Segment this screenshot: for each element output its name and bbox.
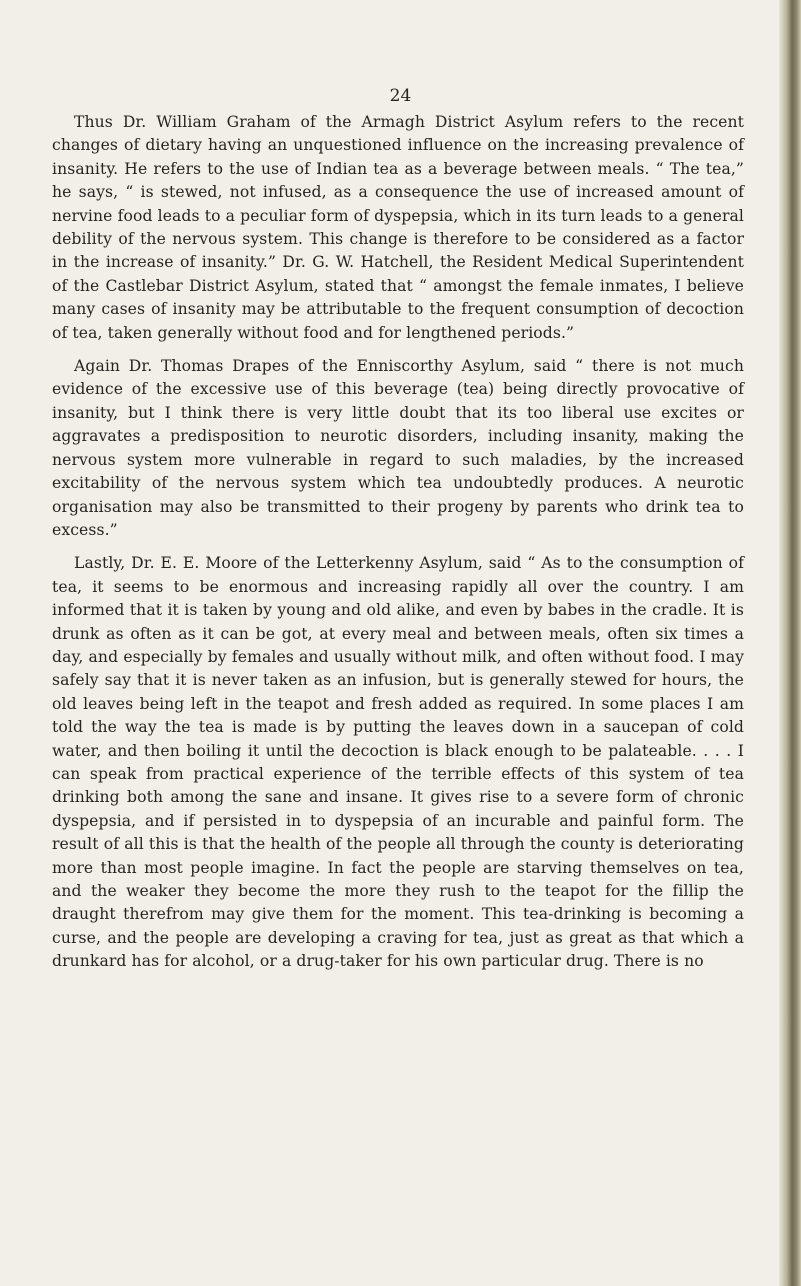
page-edge-shadow [779,0,801,1286]
paragraph-graham-hatchell: Thus Dr. William Graham of the Armagh District Asylum refers to the recent changes of dietary having an unquestioned influence on the increasing prevalence of insanity. He refers to the use of Indian tea as a beverage between meals. “ The tea,” he says, “ is stewed, not infused, as a consequence the use of increased amount of nervine food leads to a peculiar form of dyspepsia, which in its turn leads to a general debility of the nervous system. This change is therefore to be considered as a factor in the increase of insanity.” Dr. G. W. Hatchell, the Resident Medical Superintendent of the Castlebar District Asylum, stated that “ amongst the female inmates, I believe many cases of insanity may be attributable to the frequent consumption of decoction of tea, taken generally without food and for lengthened periods.” [52,113,744,342]
body-text [52,111,744,984]
paragraph-moore: Lastly, Dr. E. E. Moore of the Letterkenny Asylum, said “ As to the consumption of tea, it seems to be enormous and increasing rapidly all over the country. I am informed that it is taken by young and old alike, and even by babes in the cradle. It is drunk as often as it can be got, at every meal and between meals, often six times a day, and especially by females and usually without milk, and often without food. I may safely say that it is never taken as an infusion, but is generally stewed for hours, the old leaves being left in the teapot and fresh added as required. In some places I am told the way the tea is made is by putting the leaves down in a saucepan of cold water, and then boiling it until the decoction is black enough to be palateable. . . . I can speak from practical experience of the terrible effects of this system of tea drinking both among the sane and insane. It gives rise to a severe form of chronic dyspepsia, and if persisted in to dyspepsia of an incurable and painful form. The result of all this is that the health of the people all through the county is deteriorating more than most people imagine. In fact the people are starving themselves on tea, and the weaker they become the more they rush to the teapot for the fillip the draught therefrom may give them for the moment. This tea-drinking is becoming a curse, and the people are developing a craving for tea, just as great as that which a drunkard has for alcohol, or a drug-taker for his own particular drug. There is no [52,554,744,971]
paragraph-drapes: Again Dr. Thomas Drapes of the Enniscorthy Asylum, said “ there is not much evidence of the excessive use of this beverage (tea) being directly provocative of insanity, but I think there is very little doubt that its too liberal use excites or aggravates a predisposition to neurotic disorders, including insanity, making the nervous system more vulnerable in regard to such maladies, by the increased excitability of the nervous system which tea undoubtedly produces. A neurotic organisation may also be transmitted to their progeny by parents who drink tea to excess.” [52,357,744,539]
page-number: 24 [389,86,412,106]
